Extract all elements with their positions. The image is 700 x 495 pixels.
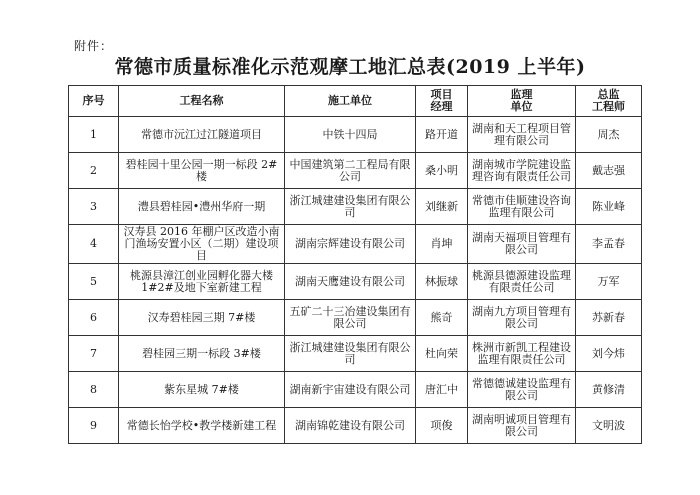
table-row [69, 300, 642, 336]
cell-project: 澧县碧桂园•澧州华府一期 [119, 189, 285, 225]
attachment-label: 附件： [74, 39, 114, 53]
cell-chief-engineer: 文明波 [576, 408, 642, 444]
header-index: 序号 [69, 86, 119, 117]
cell-chief-engineer: 万军 [576, 264, 642, 300]
cell-contractor: 湖南宗辉建设有限公司 [285, 225, 416, 264]
table-row [69, 189, 642, 225]
cell-supervisor-unit: 湖南城市学院建设监理咨询有限责任公司 [468, 153, 576, 189]
table-row [69, 225, 642, 264]
cell-chief-engineer: 黄修清 [576, 372, 642, 408]
cell-chief-engineer: 李孟春 [576, 225, 642, 264]
cell-contractor: 湖南天鹰建设有限公司 [285, 264, 416, 300]
cell-project: 紫东星城 7#楼 [119, 372, 285, 408]
cell-project: 常德市沅江过江隧道项目 [119, 117, 285, 153]
cell-project: 常德长怡学校•教学楼新建工程 [119, 408, 285, 444]
cell-index: 2 [69, 153, 119, 189]
cell-project: 桃源县漳江创业园孵化器大楼 1#2#及地下室新建工程 [119, 264, 285, 300]
cell-supervisor-unit: 桃源县德源建设监理有限责任公司 [468, 264, 576, 300]
cell-project: 碧桂园三期一标段 3#楼 [119, 336, 285, 372]
cell-index: 3 [69, 189, 119, 225]
cell-index: 5 [69, 264, 119, 300]
cell-index: 6 [69, 300, 119, 336]
cell-chief-engineer: 苏新春 [576, 300, 642, 336]
page-title: 常德市质量标准化示范观摩工地汇总表(2019 上半年) [114, 56, 586, 78]
header-chief-engineer: 总监 工程师 [576, 86, 642, 117]
cell-contractor: 湖南新宇宙建设有限公司 [285, 372, 416, 408]
cell-supervisor-unit: 湖南九方项目管理有限公司 [468, 300, 576, 336]
cell-supervisor-unit: 湖南和天工程项目管理有限公司 [468, 117, 576, 153]
cell-manager: 林振球 [416, 264, 468, 300]
cell-manager: 项俊 [416, 408, 468, 444]
cell-chief-engineer: 周杰 [576, 117, 642, 153]
cell-supervisor-unit: 湖南明诚项目管理有限公司 [468, 408, 576, 444]
cell-index: 7 [69, 336, 119, 372]
cell-supervisor-unit: 株洲市新凯工程建设监理有限责任公司 [468, 336, 576, 372]
table-header-row [69, 86, 642, 117]
summary-table [68, 85, 642, 444]
cell-project: 汉寿碧桂园三期 7#楼 [119, 300, 285, 336]
cell-index: 8 [69, 372, 119, 408]
cell-contractor: 浙江城建建设集团有限公司 [285, 189, 416, 225]
cell-manager: 刘继新 [416, 189, 468, 225]
cell-manager: 桑小明 [416, 153, 468, 189]
cell-manager: 熊奇 [416, 300, 468, 336]
cell-index: 4 [69, 225, 119, 264]
cell-supervisor-unit: 湖南天福项目管理有限公司 [468, 225, 576, 264]
table-row [69, 153, 642, 189]
header-contractor: 施工单位 [285, 86, 416, 117]
table-row [69, 117, 642, 153]
cell-supervisor-unit: 常德德诚建设监理有限公司 [468, 372, 576, 408]
cell-index: 1 [69, 117, 119, 153]
table-row [69, 408, 642, 444]
cell-contractor: 中铁十四局 [285, 117, 416, 153]
cell-manager: 肖坤 [416, 225, 468, 264]
header-project: 工程名称 [119, 86, 285, 117]
table-row [69, 336, 642, 372]
table-row [69, 264, 642, 300]
cell-chief-engineer: 刘今炜 [576, 336, 642, 372]
cell-contractor: 五矿二十三冶建设集团有限公司 [285, 300, 416, 336]
cell-manager: 唐汇中 [416, 372, 468, 408]
cell-index: 9 [69, 408, 119, 444]
cell-contractor: 湖南锦乾建设有限公司 [285, 408, 416, 444]
cell-contractor: 中国建筑第二工程局有限公司 [285, 153, 416, 189]
cell-supervisor-unit: 常德市佳顺建设咨询监理有限公司 [468, 189, 576, 225]
cell-chief-engineer: 陈业峰 [576, 189, 642, 225]
cell-chief-engineer: 戴志强 [576, 153, 642, 189]
header-manager: 项目 经理 [416, 86, 468, 117]
cell-manager: 杜向荣 [416, 336, 468, 372]
cell-project: 汉寿县 2016 年棚户区改造小南门渔场安置小区（二期）建设项目 [119, 225, 285, 264]
cell-project: 碧桂园十里公园一期一标段 2#楼 [119, 153, 285, 189]
table-row [69, 372, 642, 408]
cell-contractor: 浙江城建建设集团有限公司 [285, 336, 416, 372]
cell-manager: 路开道 [416, 117, 468, 153]
header-supervisor-unit: 监理 单位 [468, 86, 576, 117]
